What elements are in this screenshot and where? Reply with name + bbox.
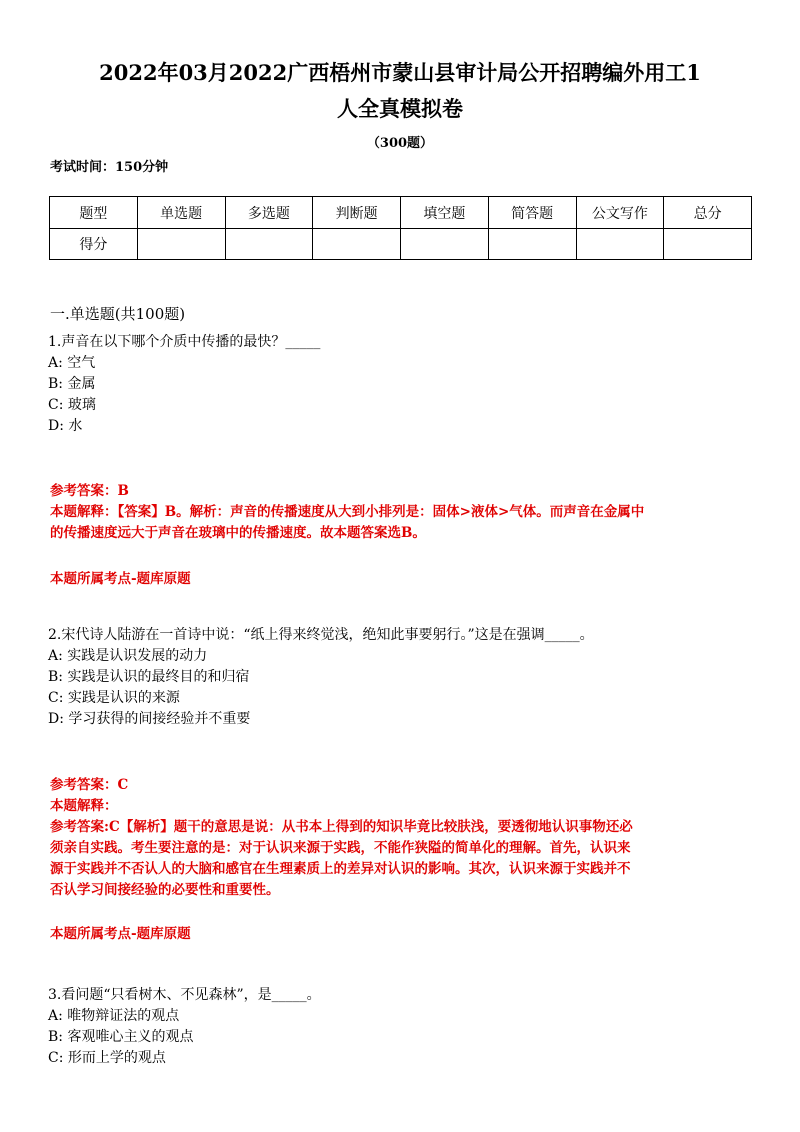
topic-note-2: 本题所属考点-题库原题 (50, 926, 191, 942)
score-cell (488, 229, 576, 260)
question-count: （300题） (366, 136, 434, 151)
explanation-line: 的传播速度远大于声音在玻璃中的传播速度。故本题答案选B。 (50, 525, 426, 541)
question-option: A: 实践是认识发展的动力 (48, 648, 208, 664)
score-cell (576, 229, 664, 260)
score-table (49, 196, 752, 260)
section-title: 一.单选题(共100题) (50, 305, 186, 323)
question-option: C: 形而上学的观点 (48, 1050, 166, 1066)
score-table-header: 填空题 (401, 197, 489, 229)
explanation-line: 参考答案:C【解析】题干的意思是说：从书本上得到的知识毕竟比较肤浅，要透彻地认识事物还必 (50, 819, 633, 835)
score-cell (225, 229, 313, 260)
question-option: D: 学习获得的间接经验并不重要 (48, 711, 251, 727)
document-title-line2: 人全真模拟卷 (337, 96, 463, 121)
reference-answer: 参考答案：B (50, 483, 129, 499)
score-table-header: 多选题 (225, 197, 313, 229)
reference-answer: 参考答案：C (50, 777, 129, 793)
score-table-header-row (50, 197, 752, 229)
document-title-line1: 2022年03月2022广西梧州市蒙山县审计局公开招聘编外用工1 (99, 60, 701, 85)
score-cell (401, 229, 489, 260)
explanation-line: 须亲自实践。考生要注意的是：对于认识来源于实践，不能作狭隘的简单化的理解。首先，认识来 (50, 840, 631, 856)
question-stem: 3.看问题“只看树木、不见森林”，是_____。 (48, 987, 321, 1003)
explanation-line: 源于实践并不否认人的大脑和感官在生理素质上的差异对认识的影响。其次，认识来源于实践并不 (50, 861, 631, 877)
question-option: A: 唯物辩证法的观点 (48, 1008, 180, 1024)
score-cell (313, 229, 401, 260)
question-option: B: 客观唯心主义的观点 (48, 1029, 194, 1045)
score-table-header: 总分 (664, 197, 752, 229)
question-option: C: 实践是认识的来源 (48, 690, 180, 706)
question-option: B: 金属 (48, 376, 96, 392)
question-stem: 1.声音在以下哪个介质中传播的最快？_____ (48, 334, 321, 350)
score-table-header: 判断题 (313, 197, 401, 229)
score-cell (137, 229, 225, 260)
question-2 (48, 625, 594, 730)
score-table-header: 题型 (50, 197, 138, 229)
question-option: D: 水 (48, 418, 83, 434)
question-1 (48, 332, 320, 437)
exam-time: 考试时间：150分钟 (50, 160, 169, 175)
question-option: C: 玻璃 (48, 397, 96, 413)
question-option: A: 空气 (48, 355, 96, 371)
answer-block-1 (50, 481, 760, 544)
answer-block-2 (50, 775, 760, 901)
topic-note-1: 本题所属考点-题库原题 (50, 571, 191, 587)
score-table-header: 简答题 (488, 197, 576, 229)
question-3 (48, 985, 321, 1069)
explanation-line: 本题解释：【答案】B。解析：声音的传播速度从大到小排列是：固体>液体>气体。而声音在金属中 (50, 504, 645, 520)
score-cell (664, 229, 752, 260)
score-row-label: 得分 (50, 229, 138, 260)
question-option: B: 实践是认识的最终目的和归宿 (48, 669, 250, 685)
score-table-header: 单选题 (137, 197, 225, 229)
score-table-header: 公文写作 (576, 197, 664, 229)
explanation-line: 否认学习间接经验的必要性和重要性。 (50, 882, 280, 898)
score-table-score-row (50, 229, 752, 260)
question-stem: 2.宋代诗人陆游在一首诗中说：“纸上得来终觉浅，绝知此事要躬行。”这是在强调_____。 (48, 627, 594, 643)
explanation-line: 本题解释： (50, 798, 118, 814)
